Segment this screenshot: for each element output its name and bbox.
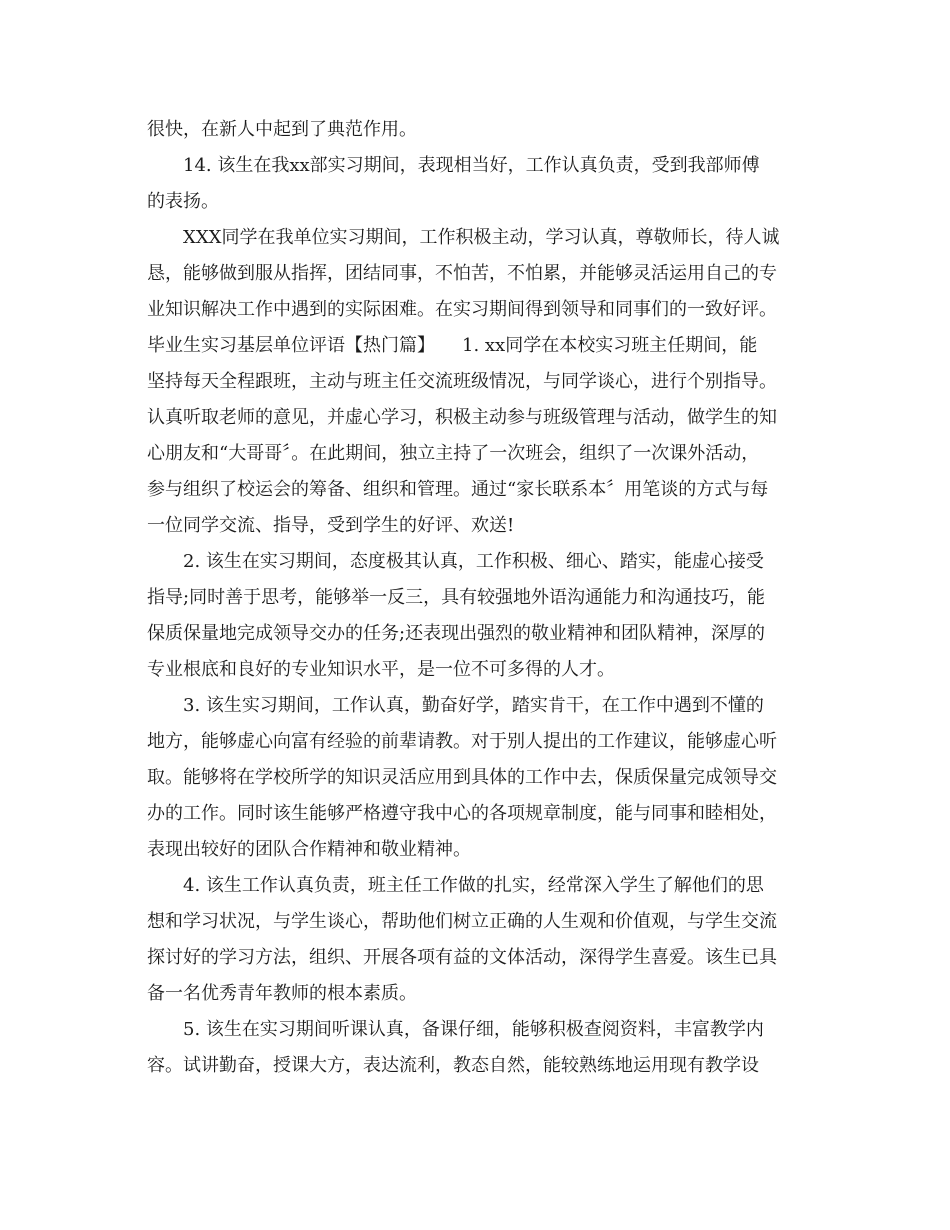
- section-heading-line: 毕业生实习基层单位评语【热门篇】 1. xx同学在本校实习班主任期间，能: [147, 335, 758, 356]
- text-line: 取。能够将在学校所学的知识灵活应用到具体的工作中去，保质保量完成领导交: [147, 767, 777, 788]
- text-line: 地方，能够虚心向富有经验的前辈请教。对于别人提出的工作建议，能够虚心听: [147, 731, 777, 752]
- text-line: 表现出较好的团队合作精神和敬业精神。: [147, 839, 471, 860]
- text-line: 探讨好的学习方法，组织、开展各项有益的文体活动，深得学生喜爱。该生已具: [147, 947, 777, 968]
- text-line: 保质保量地完成领导交办的任务;还表现出强烈的敬业精神和团队精神，深厚的: [147, 623, 766, 644]
- text-line: 4. 该生工作认真负责，班主任工作做的扎实，经常深入学生了解他们的思: [183, 875, 764, 896]
- text-line: 14. 该生在我xx部实习期间，表现相当好，工作认真负责，受到我部师傅: [183, 155, 760, 176]
- text-line: 认真听取老师的意见，并虚心学习，积极主动参与班级管理与活动，做学生的知: [147, 407, 777, 428]
- text-line: 2. 该生在实习期间，态度极其认真，工作积极、细心、踏实，能虚心接受: [183, 551, 764, 572]
- text-line: 参与组织了校运会的筹备、组织和管理。通过“家长联系本〞用笔谈的方式与每: [147, 479, 769, 500]
- text-line: 的表扬。: [147, 191, 219, 212]
- text-line: 坚持每天全程跟班，主动与班主任交流班级情况，与同学谈心，进行个别指导。: [147, 371, 777, 392]
- text-line: 业知识解决工作中遇到的实际困难。在实习期间得到领导和同事们的一致好评。: [147, 299, 777, 320]
- text-line: 备一名优秀青年教师的根本素质。: [147, 983, 417, 1004]
- text-line: 指导;同时善于思考，能够举一反三，具有较强地外语沟通能力和沟通技巧，能: [147, 587, 766, 608]
- text-line: 5. 该生在实习期间听课认真，备课仔细，能够积极查阅资料，丰富教学内: [183, 1019, 764, 1040]
- text-line: 容。试讲勤奋，授课大方，表达流利，教态自然，能较熟练地运用现有教学设: [147, 1055, 759, 1076]
- text-line: 一位同学交流、指导，受到学生的好评、欢送!: [147, 515, 515, 536]
- text-line: 心朋友和“大哥哥〞。在此期间，独立主持了一次班会，组织了一次课外活动，: [147, 443, 760, 464]
- text-line: 3. 该生实习期间，工作认真，勤奋好学，踏实肯干，在工作中遇到不懂的: [183, 695, 764, 716]
- text-line: 很快，在新人中起到了典范作用。: [147, 119, 417, 140]
- text-line: 办的工作。同时该生能够严格遵守我中心的各项规章制度，能与同事和睦相处，: [147, 803, 777, 824]
- text-line: 恳，能够做到服从指挥，团结同事，不怕苦，不怕累，并能够灵活运用自己的专: [147, 263, 777, 284]
- text-line: 专业根底和良好的专业知识水平，是一位不可多得的人才。: [147, 659, 615, 680]
- text-line: XXX同学在我单位实习期间，工作积极主动，学习认真，尊敬师长，待人诚: [183, 227, 780, 248]
- text-line: 想和学习状况，与学生谈心，帮助他们树立正确的人生观和价值观，与学生交流: [147, 911, 777, 932]
